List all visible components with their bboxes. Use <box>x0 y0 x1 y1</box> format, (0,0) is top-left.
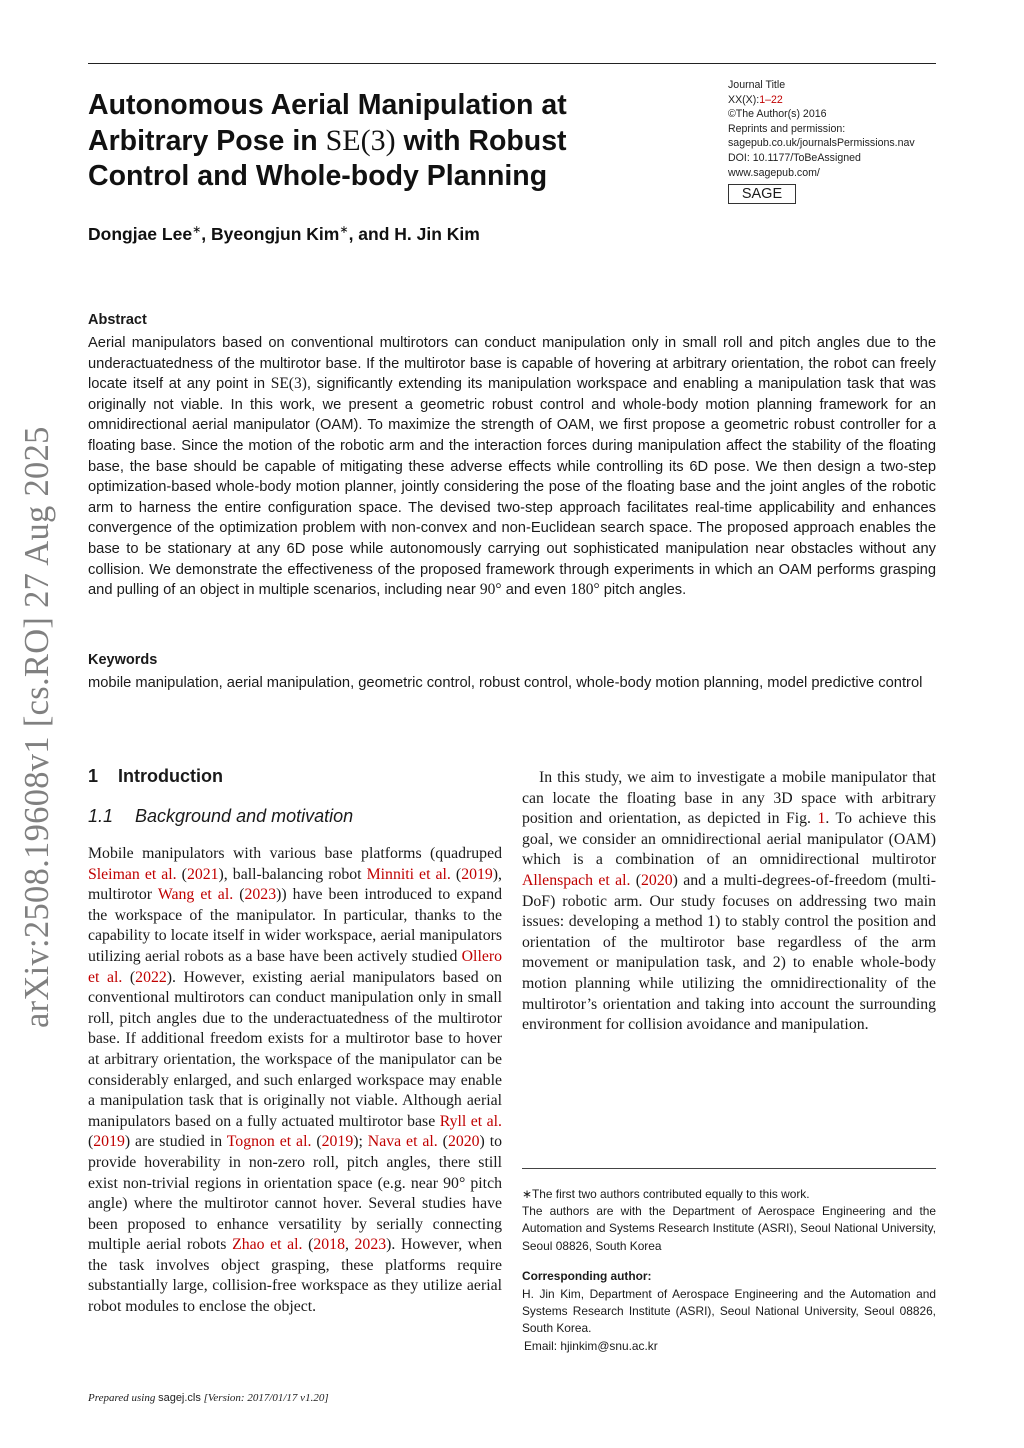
sage-logo: SAGE <box>728 184 796 204</box>
paper-title: Autonomous Aerial Manipulation at Arbitrary Pose in SE(3) with Robust Control and Whole-body Planning <box>88 89 567 192</box>
citation-link[interactable]: 2018 <box>313 1236 345 1254</box>
keywords-text: mobile manipulation, aerial manipulation, geometric control, robust control, whole-body motion planning, model predictive control <box>88 675 923 691</box>
footnote-rule <box>522 1168 936 1169</box>
keywords-heading: Keywords <box>88 652 158 668</box>
citation-link[interactable]: 2023 <box>244 886 277 904</box>
doi: DOI: 10.1177/ToBeAssigned <box>728 151 861 164</box>
figure-ref-link[interactable]: 1 <box>817 810 826 828</box>
website: www.sagepub.com/ <box>728 166 820 179</box>
citation-link[interactable]: 2019 <box>93 1133 125 1151</box>
citation-link[interactable]: 2019 <box>461 865 493 883</box>
email: Email: hjinkim@snu.ac.kr <box>524 1339 658 1353</box>
citation-link[interactable]: Ryll et al. <box>439 1112 502 1130</box>
copyright: ©The Author(s) 2016 <box>728 108 827 121</box>
journal-issue: XX(X):1–22 <box>728 93 783 106</box>
citation-link[interactable]: Minniti et al. <box>366 865 451 883</box>
citation-link[interactable]: 2020 <box>447 1133 480 1151</box>
corresponding-author-heading: Corresponding author: <box>522 1269 652 1283</box>
citation-link[interactable]: 2022 <box>135 968 167 986</box>
author-list: Dongjae Lee∗, Byeongjun Kim∗, and H. Jin Kim <box>88 223 480 244</box>
citation-link[interactable]: 2020 <box>641 871 673 889</box>
corresponding-author-text: H. Jin Kim, Department of Aerospace Engineering and the Automation and Systems Research Institute (ASRI), Seoul National University, Seoul 08826, South Korea. <box>522 1287 936 1336</box>
header-rule <box>88 63 936 64</box>
left-column-paragraph: Mobile manipulators with various base platforms (quadruped Sleiman et al. (2021), ball-balancing robot Minniti et al. (2019), multirotor Wang et al. (2023)) have been introduced to expand the workspace of the manipulator. In particular, thanks to the capability to locate itself in wider workspace, aerial manipulators utilizing aerial robots as a base have been actively studied Ollero et al. (2022). However, existing aerial manipulators based on conventional multirotors can conduct manipulation only in small roll, pitch angles due to the underactuatedness of the multirotor base. If additional freedom exists for a multirotor base to hover at arbitrary orientation, the workspace of the manipulator can be considerably enlarged, and such enlarged workspace may enable a manipulation task that is originally not viable. Although aerial manipulators based on a fully actuated multirotor base Ryll et al. (2019) are studied in Tognon et al. (2019); Nava et al. (2020) to provide hoverability in non-zero roll, pitch angles, there still exist non-trivial regions in orientation space (e.g. near 90° pitch angle) where the multirotor cannot hover. Several studies have been proposed to enhance versatility by serially connecting multiple aerial robots Zhao et al. (2018, 2023). However, when the task involves object grasping, these platforms require substantially large, collision-free workspace as they utilize aerial robot modules to enclose the object. <box>88 845 503 1316</box>
author-footnote: ∗The first two authors contributed equally to this work. The authors are with the Department of Aerospace Engineering and the Automation and Systems Research Institute (ASRI), Seoul National University, Seoul 08826, South Korea <box>522 1187 936 1253</box>
arxiv-stamp: arXiv:2508.19608v1 [cs.RO] 27 Aug 2025 <box>18 426 56 1028</box>
citation-link[interactable]: 2021 <box>186 865 219 883</box>
right-column-paragraph: In this study, we aim to investigate a mobile manipulator that can locate the floating base in any 3D space with arbitrary position and orientation, as depicted in Fig. 1. To achieve this goal, we consider an omnidirectional aerial manipulator (OAM) which is a combination of an omnidirectional multirotor Allenspach et al. (2020) and a multi-degrees-of-freedom (multi-DoF) robotic arm. Our study focuses on addressing two main issues: developing a method 1) to stably control the position and orientation of the multirotor base regardless of the arm movement or manipulation task, and 2) to enable whole-body motion planning while utilizing the omnidirectionality of the multirotor’s orientation and taking into account the surrounding environment for collision avoidance and manipulation. <box>522 769 937 1034</box>
permissions-url: sagepub.co.uk/journalsPermissions.nav <box>728 137 915 150</box>
citation-link[interactable]: Allenspach et al. <box>522 871 631 889</box>
citation-link[interactable]: Wang et al. <box>157 886 234 904</box>
journal-info <box>728 78 943 180</box>
abstract-text: Aerial manipulators based on conventional multirotors can conduct manipulation only in small roll and pitch angles due to the underactuatedness of the multirotor base. If the multirotor base is capable of hovering at arbitrary orientation, the robot can freely locate itself at any point in SE(3), significantly extending its manipulation workspace and enabling a manipulation task that was originally not viable. In this work, we present a geometric robust control and whole-body motion planning framework for an omnidirectional aerial manipulator (OAM). To maximize the strength of OAM, we first propose a geometric robust controller for a floating base. Since the motion of the robotic arm and the interaction forces during manipulation affect the stability of the floating base, the base should be capable of mitigating these adverse effects while controlling its 6D pose. We then design a two-step optimization-based whole-body motion planner, jointly considering the pose of the floating base and the joint angles of the robotic arm to harness the entire configuration space. The devised two-step approach facilitates real-time applicability and enhances convergence of the optimization problem with non-convex and non-Euclidean search space. The proposed approach enables the base to be stationary at any 6D pose while autonomously carrying out sophisticated manipulation near obstacles without any collision. We demonstrate the effectiveness of the proposed framework through experiments in which an OAM performs grasping and pulling of an object in multiple scenarios, including near 90° and even 180° pitch angles. <box>88 335 936 599</box>
citation-link[interactable]: 2019 <box>321 1133 354 1151</box>
citation-link[interactable]: Tognon et al. <box>226 1133 312 1151</box>
journal-title: Journal Title <box>728 79 786 91</box>
citation-link[interactable]: Nava et al. <box>367 1133 438 1151</box>
citation-link[interactable]: Zhao et al. <box>232 1236 303 1254</box>
abstract-heading: Abstract <box>88 312 147 328</box>
prepared-using-footer: Prepared using sagej.cls [Version: 2017/01/17 v1.20] <box>88 1392 329 1404</box>
citation-link[interactable]: Sleiman et al. <box>88 865 177 883</box>
subsection-heading-background: 1.1 Background and motivation <box>88 806 354 826</box>
se3-math: SE(3) <box>325 124 396 157</box>
citation-link[interactable]: Ollero et al. <box>88 947 502 986</box>
section-heading-introduction: 1 Introduction <box>88 766 223 786</box>
citation-link[interactable]: 2023 <box>354 1236 387 1254</box>
page-range-link[interactable]: 1–22 <box>759 93 783 106</box>
reprints-label: Reprints and permission: <box>728 122 846 135</box>
